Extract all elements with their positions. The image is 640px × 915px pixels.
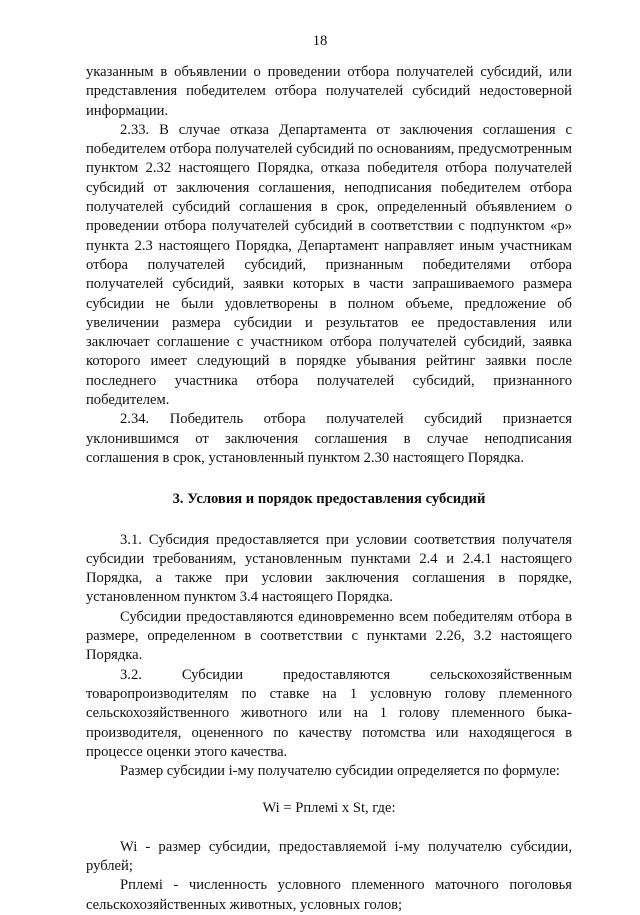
document-body [86, 63, 572, 915]
paragraph-3-2: 3.2. Субсидии предоставляются сельскохозяйственным товаропроизводителям по ставке на 1 условную голову племенного сельскохозяйственного животного или на 1 голову племенного быка-производителя, оцененного по качеству потомства или находящегося в процессе оценки этого качества. [86, 666, 572, 760]
definition-wi: Wi - размер субсидии, предоставляемой i-му получателю субсидии, рублей; [86, 838, 572, 874]
section-heading: 3. Условия и порядок предоставления субсидий [172, 491, 486, 508]
paragraph-2-33: 2.33. В случае отказа Департамента от заключения соглашения с победителем отбора получателей субсидий по основаниям, предусмотренным пунктом 2.32 настоящего Порядка, отказа победителя отбора получателей субсидий от заключения соглашения, неподписания победителем отбора получателей субсидий соглашения в срок, определенный объявлением о проведении отбора получателей субсидий в соответствии с подпунктом «р» пункта 2.3 настоящего Порядка, Департамент направляет иным участникам отбора получателей субсидий, признанным победителями отбора получателей субсидий, заявки которых в части запрашиваемого размера субсидии не были удовлетворены в полном объеме, предложение об увеличении размера субсидии и результатов ее предоставления или заключает соглашение с участником отбора получателей субсидий, заявка которого имеет следующий в порядке убывания рейтинг заявки после последнего участника отбора получателей субсидий, признанного победителем. [86, 121, 572, 409]
paragraph-3-1: 3.1. Субсидия предоставляется при условии соответствия получателя субсидии требованиям, установленным пунктами 2.4 и 2.4.1 настоящего Порядка, а также при условии заключения соглашения в порядке, установленном пунктом 3.4 настоящего Порядка. [86, 531, 572, 606]
formula: Wi = Рплемi x St, где: [262, 800, 396, 817]
paragraph-formula-intro: Размер субсидии i-му получателю субсидии определяется по формуле: [120, 763, 560, 780]
paragraph-subsidy-onetime: Субсидии предоставляются единовременно всем победителям отбора в размере, определенном в соответствии с пунктами 2.26, 3.2 настоящего Порядка. [86, 608, 572, 664]
page-number: 18 [312, 33, 328, 49]
paragraph-2-34: 2.34. Победитель отбора получателей субсидий признается уклонившимся от заключения соглашения в случае неподписания соглашения в срок, установленный пунктом 2.30 настоящего Порядка. [86, 411, 572, 466]
definition-rplemi: Рплемi - численность условного племенного маточного поголовья сельскохозяйственных животных, условных голов; [86, 877, 572, 913]
paragraph-continuation: указанным в объявлении о проведении отбора получателей субсидий, или представления победителем отбора получателей субсидий недостоверной информации. [86, 64, 572, 119]
